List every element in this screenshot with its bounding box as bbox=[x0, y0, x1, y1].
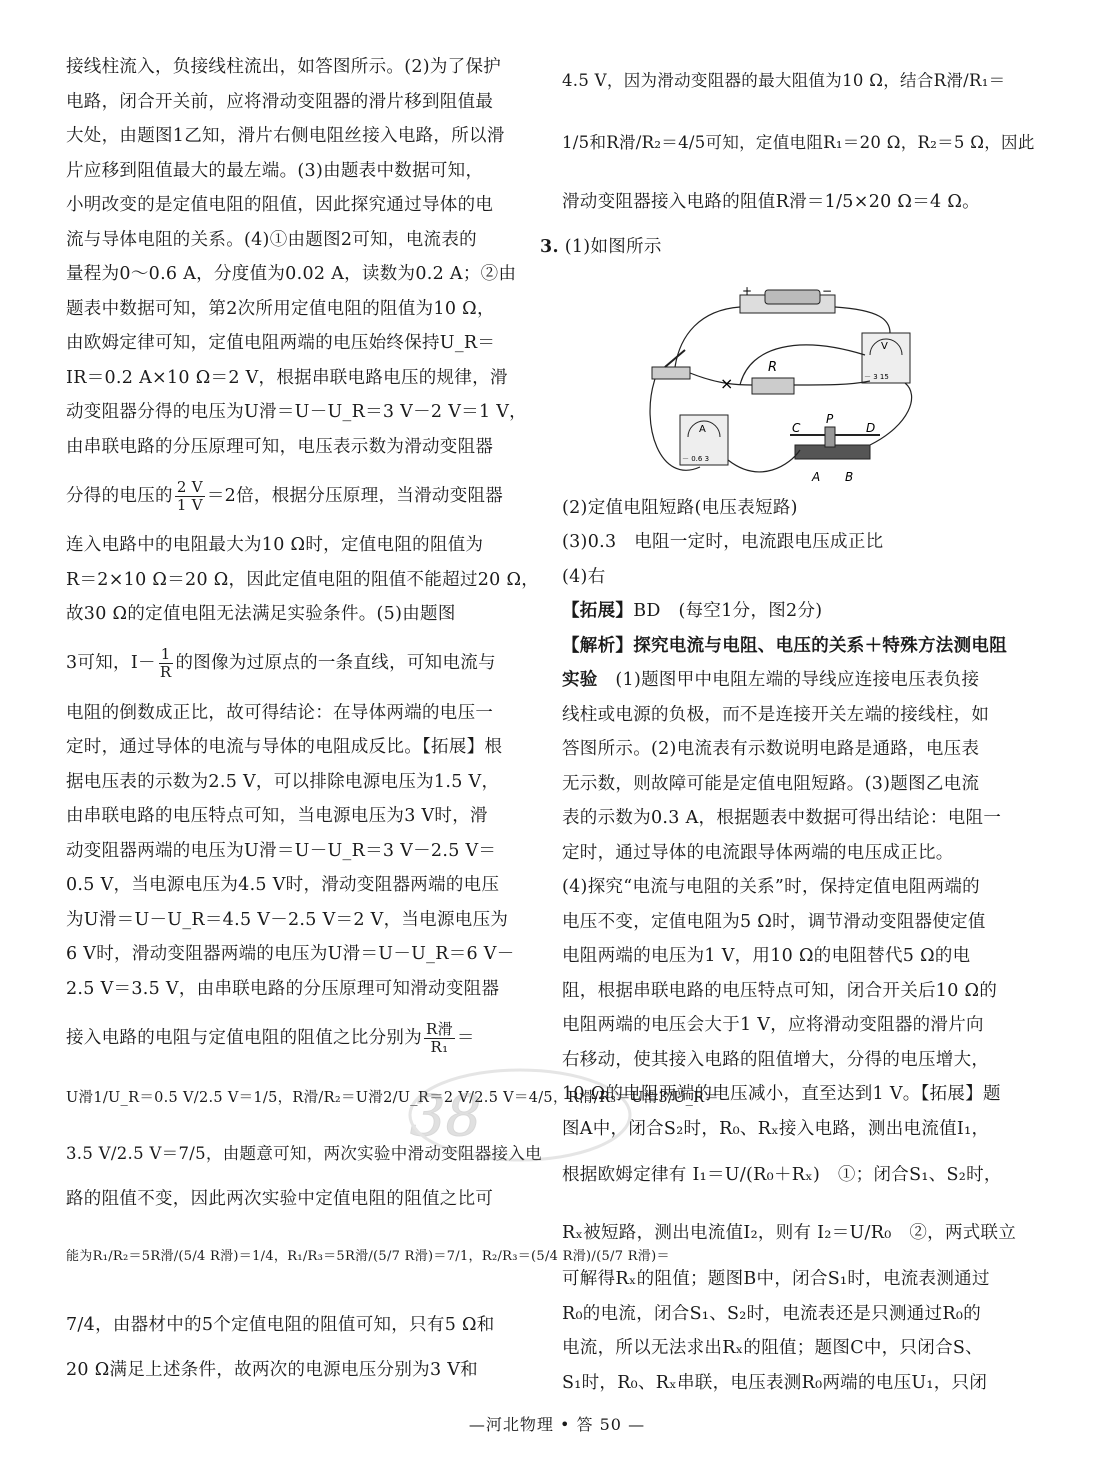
analysis-heading bbox=[562, 629, 1052, 664]
text-line: 量程为0～0.6 A，分度值为0.02 A，读数为0.2 A；②由 bbox=[66, 264, 517, 284]
text-line: IR＝0.2 A×10 Ω＝2 V，根据串联电路电压的规律，滑 bbox=[66, 367, 508, 388]
text-line: 小明改变的是定值电阻的阻值，因此探究通过导体的电 bbox=[66, 195, 494, 215]
resistor-label: R bbox=[768, 360, 778, 375]
cross-mark: × bbox=[720, 374, 734, 393]
text-line: 电压不变，定值电阻为5 Ω时，调节滑动变阻器使定值 bbox=[562, 911, 986, 932]
text-line: 2.5 V＝3.5 V，由串联电路的分压原理可知滑动变阻器 bbox=[66, 978, 500, 999]
text-line: 定时，通过导体的电流跟导体两端的电压成正比。 bbox=[562, 842, 954, 863]
text-span: ＝ bbox=[456, 1027, 475, 1048]
fraction-numerator: R滑 bbox=[426, 1019, 453, 1038]
text-line: 动变阻器分得的电压为U滑＝U－U_R＝3 V－2 V＝1 V， bbox=[66, 402, 527, 422]
question-part: (1)如图所示 bbox=[564, 237, 662, 257]
text-line: 20 Ω满足上述条件，故两次的电源电压分别为3 V和 bbox=[66, 1359, 478, 1380]
answer-line: (4)右 bbox=[562, 566, 606, 587]
text-line: 定时，通过导体的电流与导体的电阻成反比。【拓展】根 bbox=[66, 737, 503, 757]
voltmeter-icon bbox=[862, 333, 910, 383]
fraction-denominator: 1 V bbox=[176, 495, 203, 514]
resistor-icon bbox=[752, 360, 794, 394]
text-line: 可解得Rₓ的阻值；题图B中，闭合S₁时，电流表测通过 bbox=[562, 1269, 990, 1289]
text-line: 动变阻器两端的电压为U滑＝U－U_R＝3 V－2.5 V＝ bbox=[66, 840, 497, 861]
fraction-denominator: R bbox=[159, 663, 172, 681]
text-span: (1)题图甲中电阻左端的导线应连接电压表负接 bbox=[597, 670, 980, 690]
fraction bbox=[175, 479, 205, 514]
text-line: 由串联电路的电压特点可知，当电源电压为3 V时，滑 bbox=[66, 806, 488, 826]
text-line: 电阻两端的电压为1 V，用10 Ω的电阻替代5 Ω的电 bbox=[562, 946, 971, 966]
text-line: 题表中数据可知，第2次所用定值电阻的阻值为10 Ω， bbox=[66, 298, 495, 319]
ammeter-label: A bbox=[699, 424, 706, 435]
text-line: 答图所示。(2)电流表有示数说明电路是通路，电压表 bbox=[562, 739, 980, 759]
text-span: 接入电路的电阻与定值电阻的阻值之比分别为 bbox=[66, 1027, 422, 1048]
text-line: 无示数，则故障可能是定值电阻短路。(3)题图乙电流 bbox=[562, 773, 980, 794]
fraction-line bbox=[66, 464, 514, 528]
text-line: (4)探究“电流与电阻的关系”时，保持定值电阻两端的 bbox=[562, 877, 980, 897]
equation-line: 能为R₁/R₂＝5R滑/(5/4 R滑)＝1/4，R₁/R₃＝5R滑/(5/7 R滑)＝7/1，R₂/R₃＝(5/4 R滑)/(5/7 R滑)＝ bbox=[66, 1248, 670, 1264]
text-line: 故30 Ω的定值电阻无法满足实验条件。(5)由题图 bbox=[66, 604, 456, 624]
text-line: R＝2×10 Ω＝20 Ω，因此定值电阻的阻值不能超过20 Ω， bbox=[66, 569, 540, 590]
text-span: 3可知，I－ bbox=[66, 653, 156, 674]
question-3-heading bbox=[540, 230, 1052, 265]
text-line: 路的阻值不变，因此两次实验中定值电阻的阻值之比可 bbox=[66, 1189, 494, 1209]
terminal-c-label: C bbox=[792, 421, 801, 435]
page-footer: —河北物理 • 答 50 — bbox=[468, 1415, 646, 1434]
fraction bbox=[158, 646, 174, 681]
text-line: 接线柱流入，负接线柱流出，如答图所示。(2)为了保护 bbox=[66, 57, 502, 77]
text-line: 0.5 V，当电源电压为4.5 V时，滑动变阻器两端的电压 bbox=[66, 875, 500, 895]
text-line: 片应移到阻值最大的最左端。(3)由题表中数据可知， bbox=[66, 160, 484, 181]
equation-line: 3.5 V/2.5 V＝7/5，由题意可知，两次实验中滑动变阻器接入电 bbox=[66, 1144, 542, 1163]
fraction bbox=[424, 1021, 455, 1056]
question-number: 3. bbox=[540, 237, 559, 257]
text-line: S₁时，R₀、Rₓ串联，电压表测R₀两端的电压U₁，只闭 bbox=[562, 1372, 988, 1393]
terminal-p-label: P bbox=[826, 412, 834, 426]
text-span: 分得的电压的 bbox=[66, 485, 173, 506]
answer-line: (2)定值电阻短路(电压表短路) bbox=[562, 497, 798, 518]
text-line: 图A中，闭合S₂时，R₀、Rₓ接入电路，测出电流值I₁， bbox=[562, 1118, 990, 1139]
analysis-line bbox=[562, 663, 1052, 698]
ammeter-terminals: － 0.6 3 bbox=[682, 455, 710, 463]
right-column bbox=[540, 50, 1052, 1400]
text-line: 10 Ω的电阻两端的电压减小，直至达到1 V。【拓展】题 bbox=[562, 1084, 1001, 1104]
text-line: 右移动，使其接入电路的阻值增大，分得的电压增大， bbox=[562, 1049, 990, 1070]
text-line: 由欧姆定律可知，定值电阻两端的电压始终保持U_R＝ bbox=[66, 333, 496, 353]
fraction-numerator: 2 V bbox=[176, 477, 203, 496]
equation-line: 1/5和R滑/R₂＝4/5可知，定值电阻R₁＝20 Ω，R₂＝5 Ω，因此 bbox=[562, 133, 1035, 152]
equation-line: Rₓ被短路，测出电流值I₂，则有 I₂＝U/R₀ ②，两式联立 bbox=[562, 1223, 1017, 1243]
text-line: 电阻的倒数成正比，故可得结论：在导体两端的电压一 bbox=[66, 702, 494, 723]
text-line: 电流，所以无法求出Rₓ的阻值；题图C中，只闭合S、 bbox=[562, 1338, 983, 1358]
analysis-tag: 【解析】 bbox=[562, 635, 634, 656]
text-span: 的图像为过原点的一条直线，可知电流与 bbox=[175, 653, 496, 674]
minus-label: − bbox=[822, 285, 833, 298]
equation-line: 根据欧姆定律有 I₁＝U/(R₀＋Rₓ) ①；闭合S₁、S₂时， bbox=[562, 1165, 1002, 1185]
circuit-diagram bbox=[640, 285, 970, 495]
answer-line: (3)0.3 电阻一定时，电流跟电压成正比 bbox=[562, 532, 884, 552]
text-line: 为U滑＝U－U_R＝4.5 V－2.5 V＝2 V，当电源电压为 bbox=[66, 909, 509, 930]
terminal-a-label: A bbox=[812, 470, 821, 484]
text-line: 阻，根据串联电路的电压特点可知，闭合开关后10 Ω的 bbox=[562, 980, 998, 1001]
switch-icon bbox=[652, 350, 690, 379]
fraction-line bbox=[66, 632, 514, 696]
terminal-d-label: D bbox=[866, 421, 876, 435]
analysis-title-cont: 实验 bbox=[562, 670, 598, 690]
text-line: 电阻两端的电压会大于1 V，应将滑动变阻器的滑片向 bbox=[562, 1015, 984, 1035]
terminal-b-label: B bbox=[845, 470, 854, 484]
text-line: 大处，由题图1乙知，滑片右侧电阻丝接入电路，所以滑 bbox=[66, 126, 505, 146]
text-line: 流与导体电阻的关系。(4)①由题图2可知，电流表的 bbox=[66, 229, 477, 250]
text-line: 表的示数为0.3 A，根据题表中数据可得出结论：电阻一 bbox=[562, 808, 1002, 828]
voltmeter-terminals: － 3 15 bbox=[864, 373, 889, 381]
text-line: 线柱或电源的负极，而不是连接开关左端的接线柱，如 bbox=[562, 704, 990, 725]
svg-text:38: 38 bbox=[410, 1084, 482, 1149]
text-span: ＝2倍，根据分压原理，当滑动变阻器 bbox=[206, 485, 504, 506]
rheostat-icon bbox=[790, 412, 880, 484]
extension-text: BD (每空1分，图2分) bbox=[633, 601, 823, 621]
watermark-logo bbox=[400, 1055, 660, 1175]
analysis-title: 探究电流与电阻、电压的关系＋特殊方法测电阻 bbox=[633, 635, 1008, 656]
ammeter-icon bbox=[680, 415, 728, 465]
equation-line: 滑动变阻器接入电路的阻值R滑＝1/5×20 Ω＝4 Ω。 bbox=[562, 192, 980, 212]
equation-line: 4.5 V，因为滑动变阻器的最大阻值为10 Ω，结合R滑/R₁＝ bbox=[562, 71, 1006, 90]
equation-line: 7/4，由器材中的5个定值电阻的阻值可知，只有5 Ω和 bbox=[66, 1314, 495, 1335]
text-line: 连入电路中的电阻最大为10 Ω时，定值电阻的阻值为 bbox=[66, 535, 484, 555]
equation-line: U滑1/U_R＝0.5 V/2.5 V＝1/5，R滑/R₂＝U滑2/U_R＝2 V/2.5 V＝4/5，R滑/R₃＝U滑3/U_R＝ bbox=[66, 1090, 720, 1106]
text-line: 据电压表的示数为2.5 V，可以排除电源电压为1.5 V， bbox=[66, 771, 500, 792]
text-line: R₀的电流，闭合S₁、S₂时，电流表还是只测通过R₀的 bbox=[562, 1303, 981, 1324]
extension-line bbox=[562, 594, 1052, 629]
plus-label: + bbox=[742, 285, 753, 298]
text-line: 6 V时，滑动变阻器两端的电压为U滑＝U－U_R＝6 V－ bbox=[66, 944, 515, 964]
text-line: 电路，闭合开关前，应将滑动变阻器的滑片移到阻值最 bbox=[66, 91, 494, 112]
fraction-denominator: R₁ bbox=[430, 1037, 449, 1056]
extension-tag: 【拓展】 bbox=[562, 601, 634, 621]
voltmeter-label: V bbox=[881, 341, 888, 352]
battery-icon bbox=[740, 285, 835, 313]
text-line: 由串联电路的分压原理可知，电压表示数为滑动变阻器 bbox=[66, 436, 494, 457]
fraction-numerator: 1 bbox=[160, 645, 171, 663]
